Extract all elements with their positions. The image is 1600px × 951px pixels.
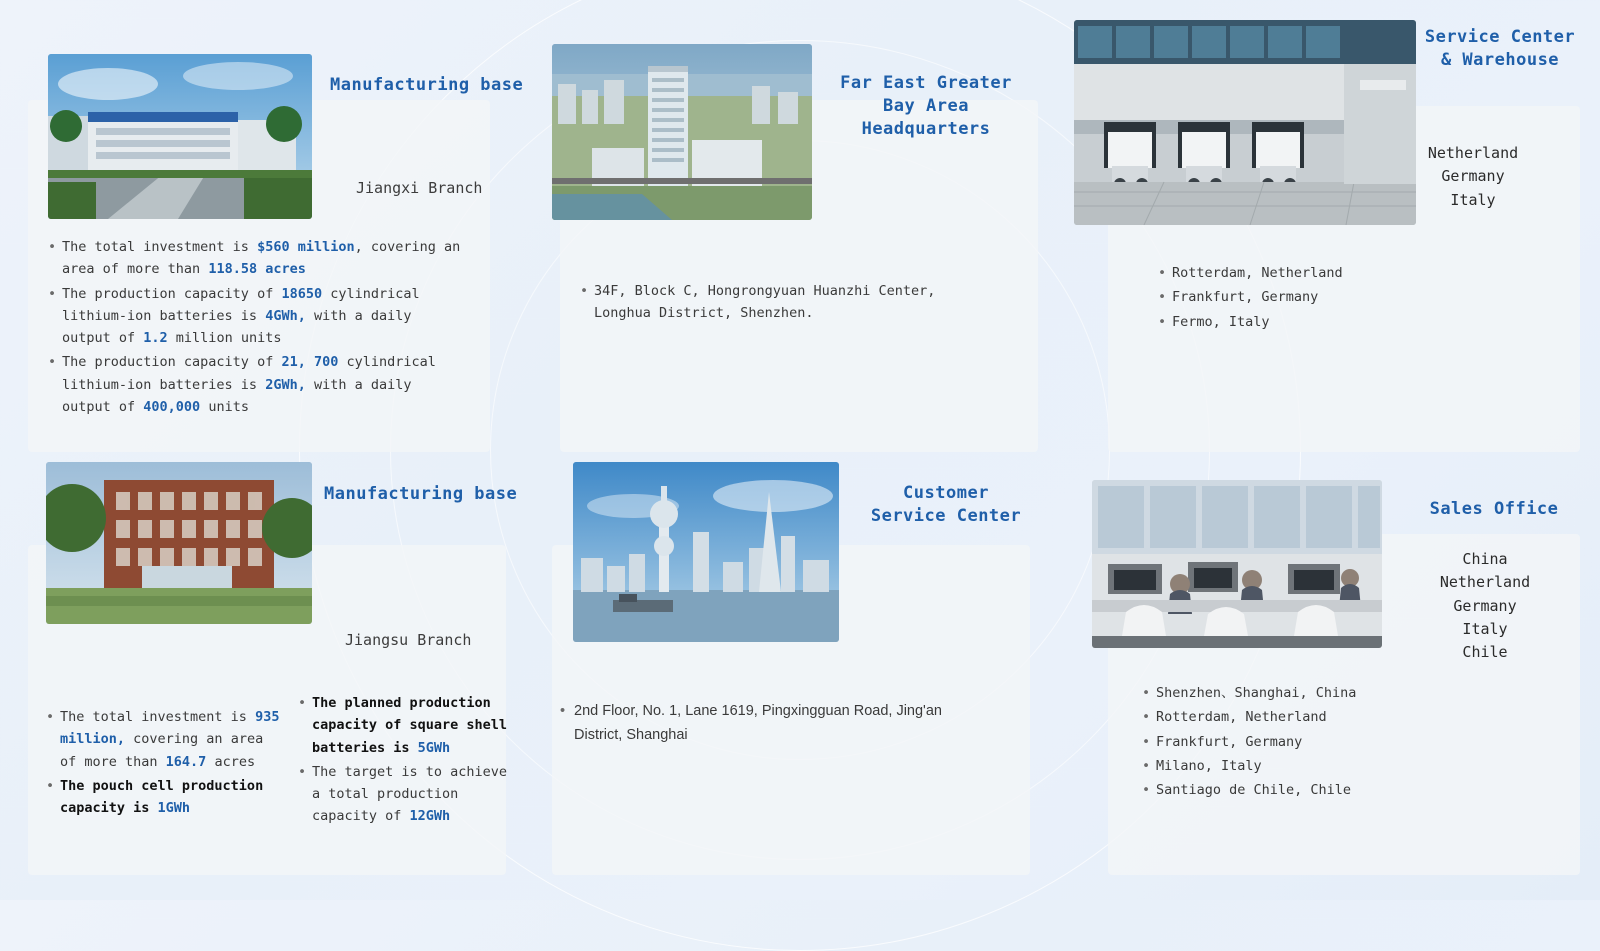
list-item: • Frankfurt, Germany — [1142, 731, 1482, 753]
country-item: Netherland — [1427, 144, 1519, 162]
headquarters-title: Far East Greater Bay Area Headquarters — [840, 73, 1012, 139]
list-item: • Shenzhen、Shanghai, China — [1142, 682, 1482, 704]
jiangxi-photo — [48, 54, 312, 219]
jiangxi-bullets — [48, 236, 468, 420]
jiangsu-bullets-right — [298, 692, 510, 830]
sales-office-title: Sales Office — [1429, 499, 1559, 519]
list-item: • The production capacity of 21, 700 cylindrical lithium-ion batteries is 2GWh, with a daily output of 400,000 units — [48, 351, 468, 418]
warehouse-bullets — [1158, 262, 1488, 335]
list-item: • The target is to achieve a total production capacity of 12GWh — [298, 761, 510, 828]
customer-service-photo — [573, 462, 839, 642]
country-item: Netherland — [1439, 573, 1531, 592]
list-item: • The total investment is $560 million, covering an area of more than 118.58 acres — [48, 236, 468, 281]
list-item: • The pouch cell production capacity is 1GWh — [46, 775, 282, 820]
sales-office-countries — [1412, 548, 1558, 664]
jiangsu-subtitle: Jiangsu Branch — [345, 631, 472, 649]
sales-office-photo — [1092, 480, 1382, 648]
country-item: China — [1462, 550, 1508, 568]
sales-office-bullets — [1142, 682, 1482, 803]
jiangsu-photo — [46, 462, 312, 624]
warehouse-title: Service Center & Warehouse — [1424, 27, 1576, 70]
list-item: • The production capacity of 18650 cylindrical lithium-ion batteries is 4GWh, with a daily output of 1.2 million units — [48, 283, 468, 350]
list-item: • 34F, Block C, Hongrongyuan Huanzhi Center, Longhua District, Shenzhen. — [580, 280, 1000, 325]
headquarters-photo — [552, 44, 812, 220]
customer-service-title: Customer Service Center — [870, 483, 1022, 526]
headquarters-bullets — [580, 280, 1000, 327]
country-item: Germany — [1441, 167, 1505, 186]
list-item: • Fermo, Italy — [1158, 311, 1488, 333]
list-item: • Frankfurt, Germany — [1158, 286, 1488, 308]
list-item: • Rotterdam, Netherland — [1142, 706, 1482, 728]
list-item: • Rotterdam, Netherland — [1158, 262, 1488, 284]
jiangxi-title: Manufacturing base — [330, 75, 524, 95]
country-item: Italy — [1462, 619, 1508, 638]
list-item: • 2nd Floor, No. 1, Lane 1619, Pingxingguan Road, Jing'an District, Shanghai — [560, 700, 960, 748]
list-item: • Santiago de Chile, Chile — [1142, 779, 1482, 801]
list-item: • The total investment is 935 million, covering an area of more than 164.7 acres — [46, 706, 282, 773]
warehouse-countries — [1400, 142, 1546, 212]
customer-service-bullets — [560, 700, 960, 750]
jiangsu-bullets-left — [46, 706, 282, 821]
country-item: Germany — [1453, 596, 1517, 615]
country-item: Italy — [1450, 190, 1496, 209]
jiangxi-subtitle: Jiangxi Branch — [356, 179, 483, 197]
list-item: • The planned production capacity of square shell batteries is 5GWh — [298, 692, 510, 759]
jiangsu-title: Manufacturing base — [324, 484, 518, 504]
country-item: Chile — [1462, 643, 1508, 661]
warehouse-photo — [1074, 20, 1416, 225]
list-item: • Milano, Italy — [1142, 755, 1482, 777]
